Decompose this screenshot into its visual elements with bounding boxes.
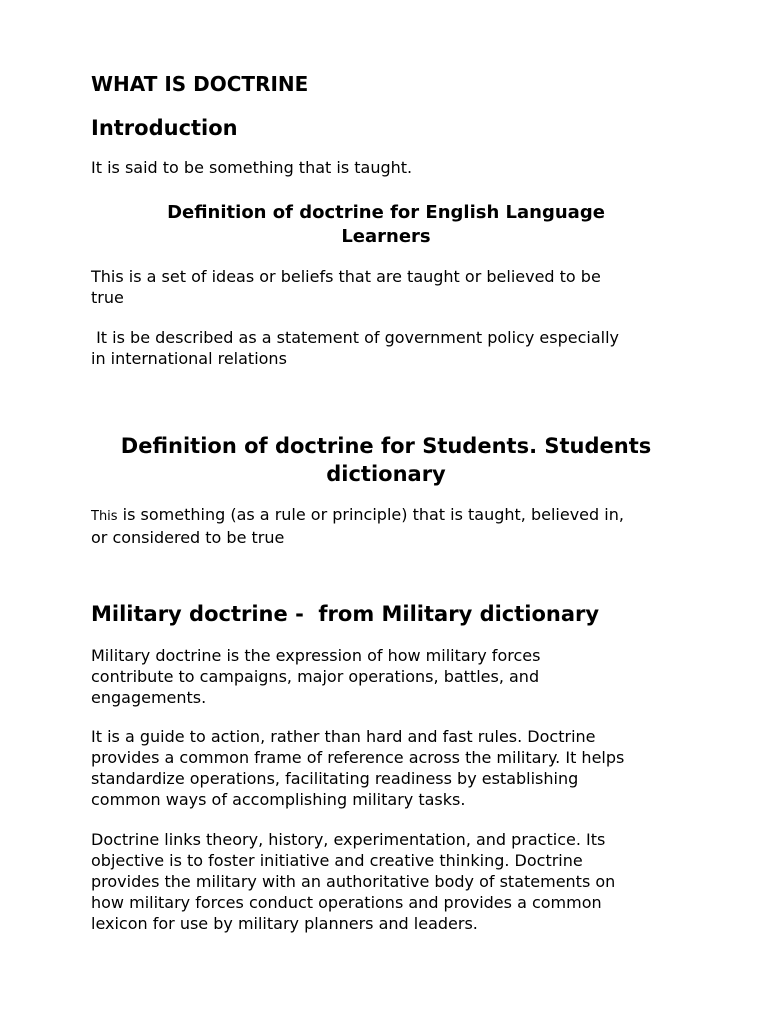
students-heading-line-1: Definition of doctrine for Students. Students <box>120 434 652 458</box>
mil-para2-line: common ways of accomplishing military tasks. <box>91 790 466 809</box>
mil-para1-line: Military doctrine is the expression of how military forces <box>91 646 541 665</box>
military-paragraph-3 <box>91 829 681 934</box>
ell-para2-line-1: It is be described as a statement of government policy especially <box>91 328 619 347</box>
mil-para3-line: provides the military with an authoritative body of statements on <box>91 872 616 891</box>
ell-heading-line-2: Learners <box>341 226 431 247</box>
mil-para1-line: contribute to campaigns, major operations, battles, and <box>91 667 540 686</box>
students-para-small-word: This <box>91 509 118 524</box>
document-title: WHAT IS DOCTRINE <box>91 72 309 96</box>
mil-para3-line: lexicon for use by military planners and leaders. <box>91 914 478 933</box>
ell-definition-paragraph-2 <box>91 327 681 369</box>
mil-para3-line: objective is to foster initiative and creative thinking. Doctrine <box>91 851 583 870</box>
introduction-text: It is said to be something that is taught. <box>91 158 413 177</box>
ell-para2-line-2: in international relations <box>91 349 287 368</box>
students-definition-heading <box>91 432 681 488</box>
military-paragraph-1 <box>91 645 681 708</box>
mil-para2-line: standardize operations, facilitating readiness by establishing <box>91 769 579 788</box>
students-heading-line-2: dictionary <box>326 462 446 486</box>
students-para-line-1: is something (as a rule or principle) that is taught, believed in, <box>117 505 624 524</box>
military-paragraph-2 <box>91 726 681 810</box>
ell-definition-paragraph-1 <box>91 266 681 308</box>
students-definition-paragraph <box>91 504 681 548</box>
ell-definition-heading <box>91 201 681 249</box>
mil-para1-line: engagements. <box>91 688 207 707</box>
mil-para2-line: provides a common frame of reference across the military. It helps <box>91 748 625 767</box>
ell-heading-line-1: Definition of doctrine for English Language <box>167 202 605 223</box>
military-doctrine-heading: Military doctrine - from Military dictionary <box>91 602 600 626</box>
students-para-line-2: or considered to be true <box>91 528 285 547</box>
mil-para3-line: Doctrine links theory, history, experimentation, and practice. Its <box>91 830 606 849</box>
mil-para2-line: It is a guide to action, rather than hard and fast rules. Doctrine <box>91 727 596 746</box>
introduction-heading: Introduction <box>91 116 238 140</box>
ell-para1-line-1: This is a set of ideas or beliefs that are taught or believed to be <box>91 267 601 286</box>
ell-para1-line-2: true <box>91 288 124 307</box>
mil-para3-line: how military forces conduct operations and provides a common <box>91 893 602 912</box>
